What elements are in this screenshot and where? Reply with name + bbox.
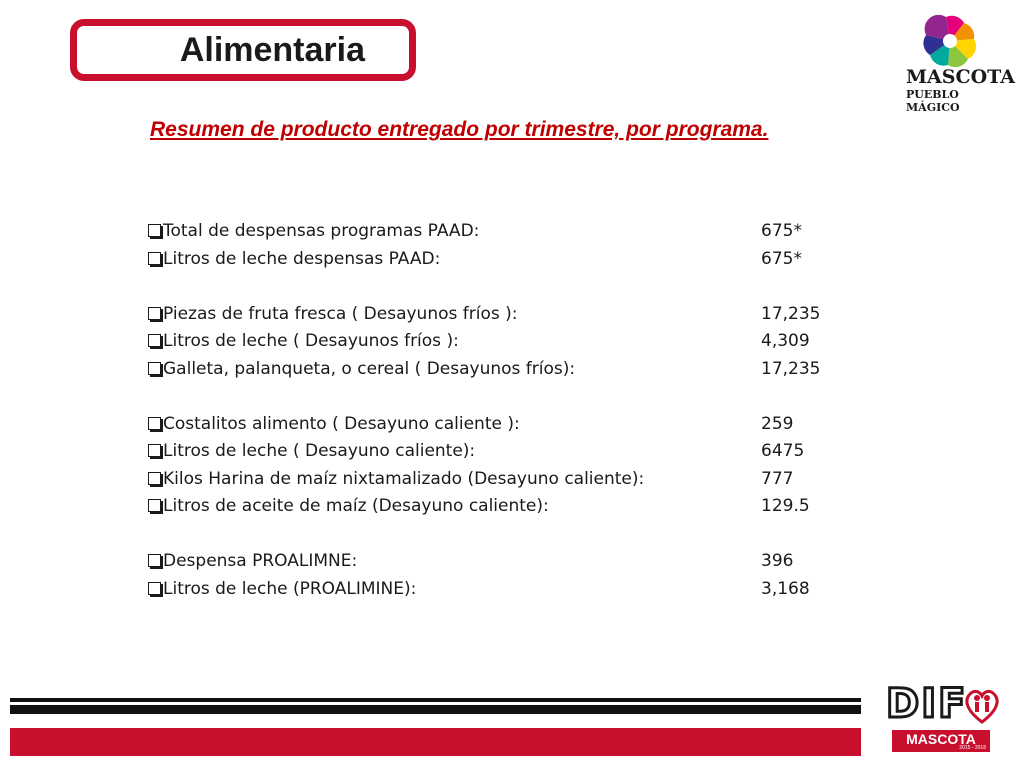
item-value: 777 [761, 468, 794, 489]
checkbox-bullet-icon [148, 334, 161, 347]
item-value: 396 [761, 551, 794, 571]
list-item [148, 438, 848, 466]
list-item [148, 301, 848, 329]
list-item [148, 328, 848, 356]
list-item [148, 466, 848, 494]
item-label: Litros de aceite de maíz (Desayuno caliente): [163, 496, 549, 516]
checkbox-bullet-icon [148, 224, 161, 237]
item-label: Litros de leche ( Desayunos fríos ): [163, 331, 459, 351]
item-label: Total de despensas programas PAAD: [163, 221, 480, 241]
mascota-pueblo-magico-logo [898, 14, 1016, 114]
item-value: 675* [761, 221, 802, 241]
badge-years: 2015 - 2018 [959, 745, 986, 751]
list-item [148, 246, 848, 274]
list-item [148, 356, 848, 384]
item-label: Galleta, palanqueta, o cereal ( Desayunos fríos): [163, 358, 576, 379]
checkbox-bullet-icon [148, 554, 161, 567]
item-value: 3,168 [761, 578, 810, 599]
logo-text-mascota: MASCOTA [906, 66, 1016, 88]
item-label: Kilos Harina de maíz nixtamalizado (Desayuno caliente): [163, 468, 645, 489]
item-label: Costalitos alimento ( Desayuno caliente ): [163, 413, 520, 434]
title-box [70, 19, 416, 81]
page-title: Alimentaria [179, 30, 365, 69]
item-label: Despensa PROALIMNE: [163, 551, 358, 571]
checkbox-bullet-icon [148, 307, 161, 320]
checkbox-bullet-icon [148, 444, 161, 457]
footer-divider [10, 698, 861, 702]
list-item [148, 548, 848, 576]
dif-logo-text: DIF [886, 681, 968, 727]
list-item [148, 218, 848, 246]
checkbox-bullet-icon [148, 252, 161, 265]
pinwheel-icon [920, 14, 980, 68]
item-label: Litros de leche (PROALIMINE): [163, 578, 417, 599]
mascota-badge [892, 730, 990, 752]
checkbox-bullet-icon [148, 472, 161, 485]
item-value: 129.5 [761, 496, 810, 516]
footer-rule [10, 698, 861, 717]
checkbox-bullet-icon [148, 582, 161, 595]
checkbox-bullet-icon [148, 417, 161, 430]
item-label: Litros de leche ( Desayuno caliente): [163, 441, 476, 461]
item-value: 675* [761, 248, 802, 269]
item-value: 6475 [761, 441, 805, 461]
page-subtitle: Resumen de producto entregado por trimestre, por programa. [150, 118, 769, 141]
item-value: 259 [761, 413, 794, 434]
list-item [148, 493, 848, 521]
family-heart-icon [962, 682, 1002, 726]
item-value: 17,235 [761, 358, 821, 379]
footer-divider [10, 705, 861, 714]
logo-text-pueblo-magico: PUEBLO MÁGICO [906, 88, 960, 114]
checkbox-bullet-icon [148, 362, 161, 375]
checkbox-bullet-icon [148, 499, 161, 512]
item-label: Litros de leche despensas PAAD: [163, 248, 441, 269]
list-item [148, 576, 848, 604]
dif-mascota-logo [886, 680, 1006, 760]
item-value: 17,235 [761, 303, 821, 324]
list-item [148, 411, 848, 439]
summary-list [148, 218, 848, 603]
badge-label: MASCOTA [906, 731, 976, 747]
item-value: 4,309 [761, 331, 810, 351]
footer-red-band [10, 728, 861, 756]
item-label: Piezas de fruta fresca ( Desayunos fríos ): [163, 303, 518, 324]
